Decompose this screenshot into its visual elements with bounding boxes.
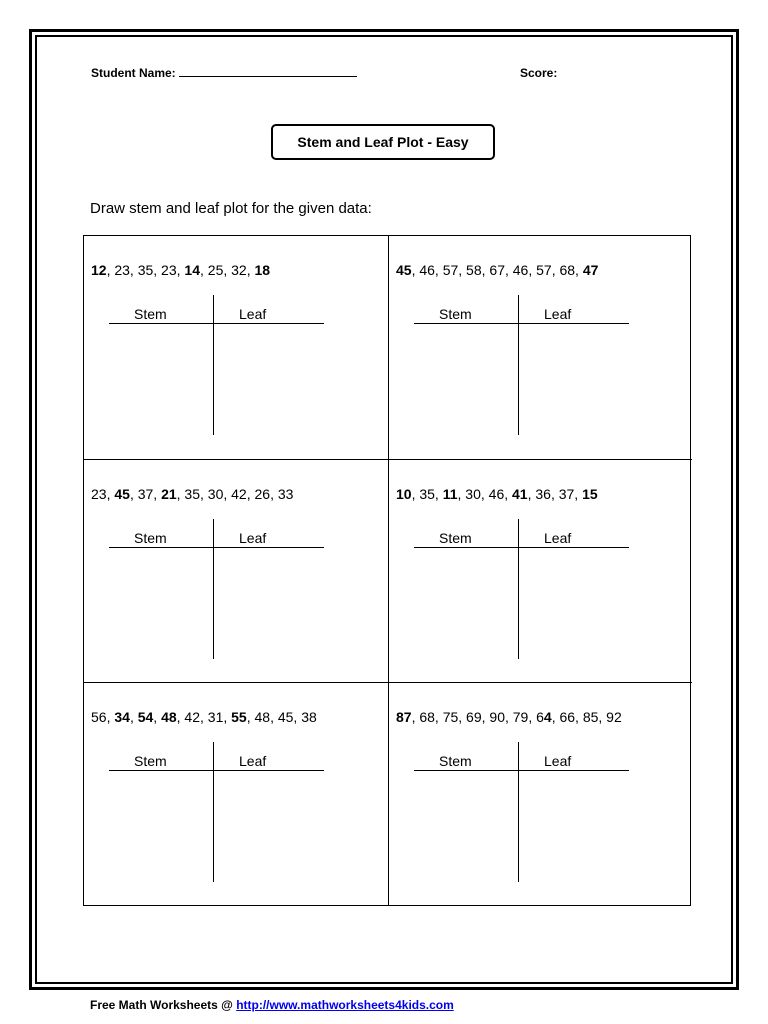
- problem-data: [396, 486, 598, 502]
- plot-vertical-line: [213, 519, 214, 659]
- data-value-bold: 45: [396, 262, 412, 278]
- plot-horizontal-line: [109, 323, 324, 324]
- data-value-bold: 4: [543, 709, 552, 725]
- score-label: Score:: [520, 66, 558, 80]
- stem-header: Stem: [134, 306, 167, 322]
- data-value-bold: 12: [91, 262, 107, 278]
- data-value-bold: 21: [161, 486, 177, 502]
- data-value: , 66, 85, 92: [551, 709, 622, 725]
- plot-vertical-line: [518, 742, 519, 882]
- data-value: , 35,: [411, 486, 443, 502]
- leaf-header: Leaf: [544, 306, 572, 322]
- data-value: , 36, 37,: [527, 486, 583, 502]
- data-value-bold: 10: [396, 486, 412, 502]
- plot-horizontal-line: [109, 770, 324, 771]
- worksheet-title: [271, 124, 495, 160]
- problem-data: [91, 262, 270, 278]
- data-value: , 30, 46,: [457, 486, 513, 502]
- data-value-bold: 87: [396, 709, 412, 725]
- stem-header: Stem: [134, 753, 167, 769]
- footer-link[interactable]: http://www.mathworksheets4kids.com: [236, 998, 454, 1012]
- data-value: , 68, 75, 69, 90, 79, 6: [411, 709, 544, 725]
- leaf-header: Leaf: [544, 530, 572, 546]
- data-value-bold: 41: [512, 486, 528, 502]
- problem-data: [91, 709, 317, 725]
- student-name-field[interactable]: [91, 66, 357, 80]
- data-value-bold: 18: [254, 262, 271, 278]
- student-name-label: Student Name:: [91, 66, 176, 80]
- data-value: 23,: [91, 486, 115, 502]
- plot-horizontal-line: [414, 547, 629, 548]
- problem-data: [396, 262, 598, 278]
- footer: [90, 998, 454, 1012]
- problem-cell: [388, 236, 692, 459]
- data-value-bold: 47: [582, 262, 599, 278]
- data-value-bold: 11: [442, 486, 458, 502]
- data-value: , 37,: [129, 486, 162, 502]
- data-value: ,: [153, 709, 162, 725]
- data-value: , 48, 45, 38: [246, 709, 317, 725]
- data-value-bold: 48: [161, 709, 177, 725]
- problem-cell: [84, 682, 388, 905]
- problem-cell: [84, 459, 388, 682]
- stem-header: Stem: [439, 530, 472, 546]
- data-value-bold: 34: [114, 709, 130, 725]
- data-value: , 35, 30, 42, 26, 33: [176, 486, 294, 502]
- data-value-bold: 45: [114, 486, 130, 502]
- problem-cell: [388, 682, 692, 905]
- problem-grid: [83, 235, 691, 906]
- data-value-bold: 14: [184, 262, 200, 278]
- plot-vertical-line: [518, 295, 519, 435]
- problem-cell: [84, 236, 388, 459]
- stem-header: Stem: [439, 753, 472, 769]
- problem-data: [91, 486, 293, 502]
- footer-text: Free Math Worksheets @: [90, 998, 237, 1012]
- problem-cell: [388, 459, 692, 682]
- data-value-bold: 55: [231, 709, 247, 725]
- student-name-blank[interactable]: [179, 66, 357, 77]
- plot-horizontal-line: [414, 323, 629, 324]
- data-value: , 25, 32,: [200, 262, 255, 278]
- plot-vertical-line: [518, 519, 519, 659]
- plot-vertical-line: [213, 742, 214, 882]
- data-value: , 46, 57, 58, 67, 46, 57, 68,: [411, 262, 583, 278]
- leaf-header: Leaf: [239, 753, 267, 769]
- leaf-header: Leaf: [239, 530, 267, 546]
- problem-data: [396, 709, 622, 725]
- plot-horizontal-line: [414, 770, 629, 771]
- stem-header: Stem: [439, 306, 472, 322]
- plot-vertical-line: [213, 295, 214, 435]
- leaf-header: Leaf: [239, 306, 267, 322]
- instruction-text: Draw stem and leaf plot for the given data:: [90, 200, 372, 217]
- data-value: ,: [129, 709, 138, 725]
- data-value: , 23, 35, 23,: [106, 262, 185, 278]
- data-value: 56,: [91, 709, 115, 725]
- data-value-bold: 54: [137, 709, 154, 725]
- data-value-bold: 15: [582, 486, 598, 502]
- data-value: , 42, 31,: [176, 709, 232, 725]
- worksheet-title-text: Stem and Leaf Plot - Easy: [297, 134, 469, 150]
- stem-header: Stem: [134, 530, 167, 546]
- plot-horizontal-line: [109, 547, 324, 548]
- leaf-header: Leaf: [544, 753, 572, 769]
